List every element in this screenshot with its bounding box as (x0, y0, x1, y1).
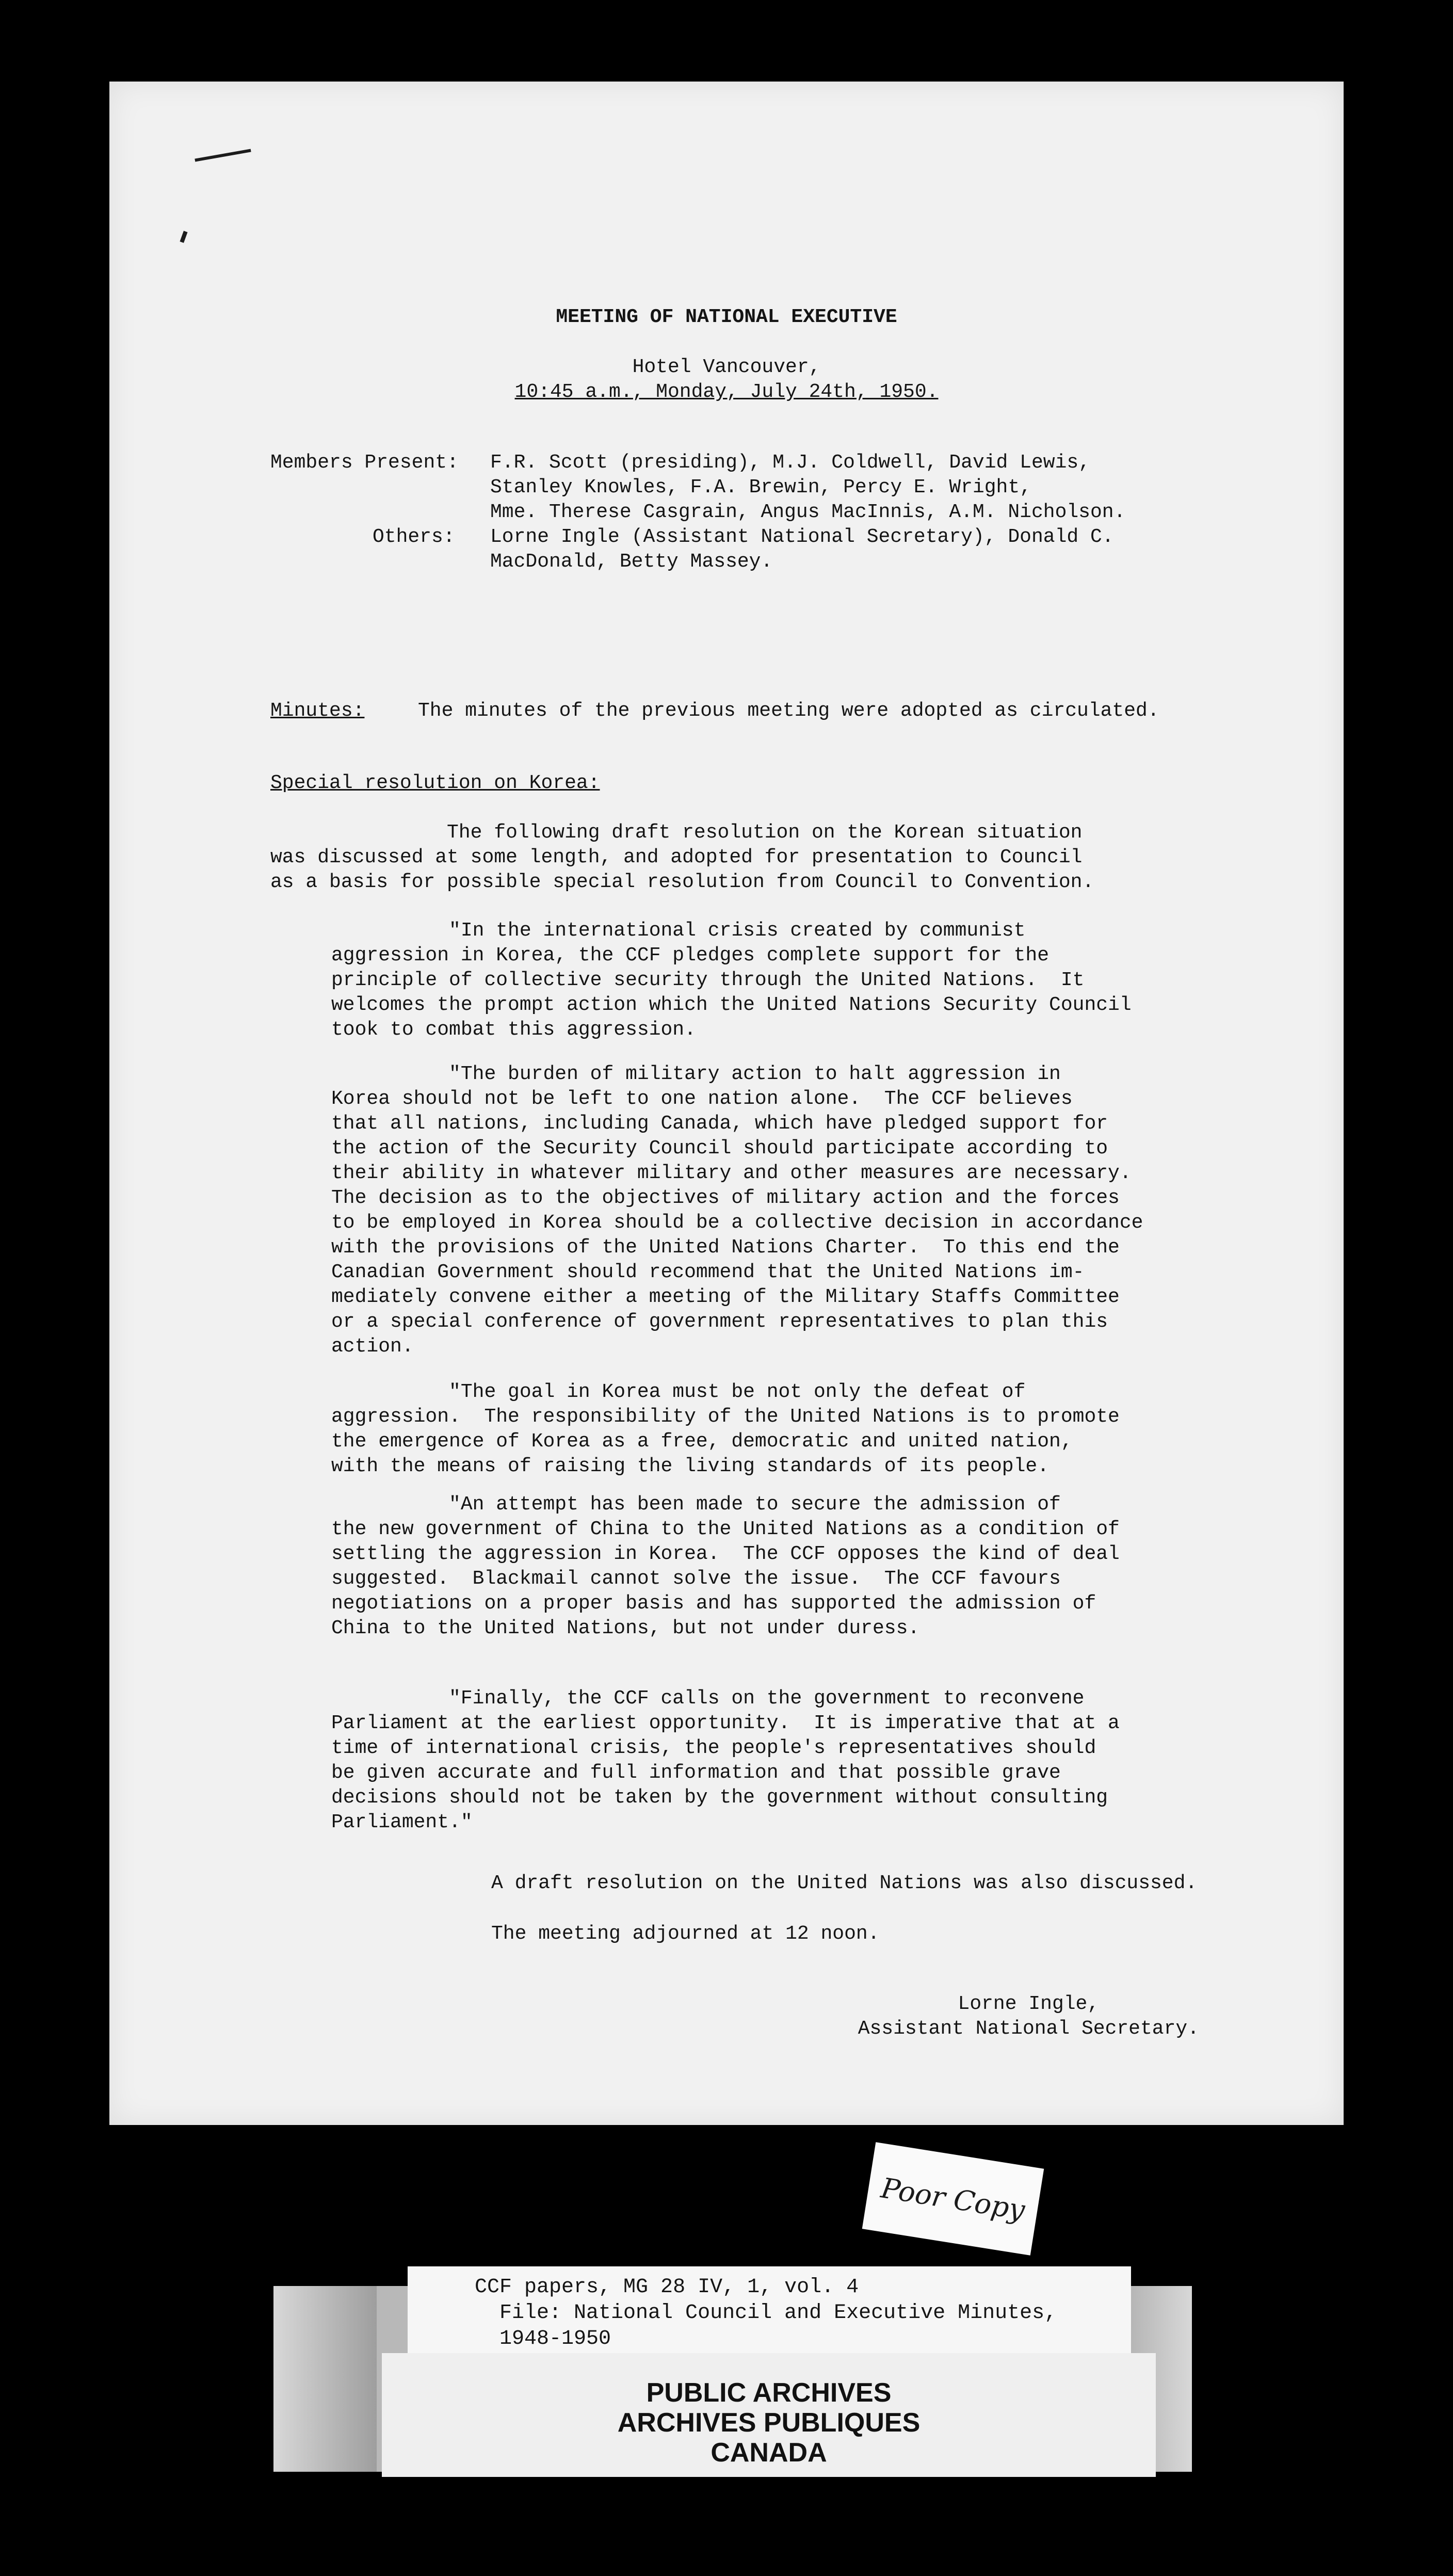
text-line: mediately convene either a meeting of the Military Staffs Committee (331, 1286, 1120, 1308)
archive-file-line: File: National Council and Executive Minutes, (499, 2301, 1057, 2325)
text-line: "An attempt has been made to secure the admission of (331, 1493, 1061, 1516)
text-line: settling the aggression in Korea. The CCF opposes the kind of deal (331, 1543, 1120, 1565)
text-line: "Finally, the CCF calls on the government to reconvene (331, 1687, 1085, 1710)
text-line: that all nations, including Canada, which have pledged support for (331, 1113, 1108, 1135)
signature-title: Assistant National Secretary. (858, 2018, 1199, 2040)
text-line: Korea should not be left to one nation alone. The CCF believes (331, 1088, 1073, 1110)
also-discussed-text: A draft resolution on the United Nations was also discussed. (491, 1872, 1198, 1894)
text-line: principle of collective security through the United Nations. It (331, 969, 1085, 991)
text-line: with the provisions of the United Nations Charter. To this end the (331, 1236, 1120, 1259)
meeting-title: MEETING OF NATIONAL EXECUTIVE (556, 306, 897, 328)
archives-stamp (382, 2353, 1156, 2477)
adjournment-text: The meeting adjourned at 12 noon. (491, 1923, 880, 1945)
meeting-datetime: 10:45 a.m., Monday, July 24th, 1950. (514, 381, 939, 403)
text-line: aggression in Korea, the CCF pledges complete support for the (331, 944, 1050, 967)
others-label: Others: (373, 526, 455, 548)
members-line: Stanley Knowles, F.A. Brewin, Percy E. Wright, (490, 476, 1031, 498)
archives-line-fr: ARCHIVES PUBLIQUES (617, 2408, 921, 2438)
text-line: The decision as to the objectives of military action and the forces (331, 1187, 1120, 1209)
text-line: time of international crisis, the people's representatives should (331, 1737, 1096, 1759)
text-line: aggression. The responsibility of the United Nations is to promote (331, 1406, 1120, 1428)
section-heading-korea: Special resolution on Korea: (270, 772, 600, 794)
minutes-text: The minutes of the previous meeting were adopted as circulated. (418, 700, 1159, 722)
minutes-label: Minutes: (270, 700, 365, 722)
attendance-list (490, 450, 1125, 574)
resolution-paragraph-5 (331, 1686, 1120, 1835)
text-line: or a special conference of government representatives to plan this (331, 1311, 1108, 1333)
text-line: with the means of raising the living standards of its people. (331, 1455, 1050, 1477)
text-line: welcomes the prompt action which the United Nations Security Council (331, 994, 1132, 1016)
document-page (109, 82, 1344, 2125)
text-line: decisions should not be taken by the government without consulting (331, 1786, 1108, 1809)
stray-mark (195, 149, 251, 162)
resolution-paragraph-1 (331, 919, 1132, 1042)
text-line: China to the United Nations, but not under duress. (331, 1617, 920, 1639)
members-line: F.R. Scott (presiding), M.J. Coldwell, David Lewis, (490, 452, 1090, 474)
resolution-paragraph-3 (331, 1380, 1120, 1479)
others-line: MacDonald, Betty Massey. (490, 551, 773, 573)
text-line: the emergence of Korea as a free, democratic and united nation, (331, 1430, 1073, 1453)
archives-line-country: CANADA (711, 2438, 827, 2468)
signature-name: Lorne Ingle, (958, 1993, 1100, 2015)
text-line: Canadian Government should recommend that the United Nations im- (331, 1261, 1085, 1283)
members-line: Mme. Therese Casgrain, Angus MacInnis, A.M. Nicholson. (490, 501, 1126, 523)
text-line: The following draft resolution on the Korean situation (270, 822, 1083, 844)
signature-block (858, 1992, 1199, 2041)
text-line: action. (331, 1335, 414, 1358)
text-line: "The burden of military action to halt aggression in (331, 1063, 1061, 1085)
others-line: Lorne Ingle (Assistant National Secretary), Donald C. (490, 526, 1114, 548)
poor-copy-tag: Poor Copy (862, 2142, 1044, 2256)
text-line: suggested. Blackmail cannot solve the issue. The CCF favours (331, 1568, 1061, 1590)
typed-minutes (109, 82, 1344, 2125)
text-line: the action of the Security Council should participate according to (331, 1137, 1108, 1160)
resolution-paragraph-2 (331, 1062, 1143, 1359)
archive-file-years: 1948-1950 (499, 2327, 611, 2350)
archives-line-en: PUBLIC ARCHIVES (646, 2378, 892, 2408)
text-line: be given accurate and full information and that possible grave (331, 1762, 1061, 1784)
meeting-location: Hotel Vancouver, (632, 356, 821, 378)
intro-paragraph (270, 820, 1094, 895)
archive-reference: CCF papers, MG 28 IV, 1, vol. 4 (475, 2276, 859, 2299)
text-line: Parliament at the earliest opportunity. It is imperative that at a (331, 1712, 1120, 1734)
text-line: to be employed in Korea should be a collective decision in accordance (331, 1212, 1143, 1234)
strip-left-end (273, 2286, 377, 2472)
text-line: negotiations on a proper basis and has supported the admission of (331, 1592, 1096, 1615)
text-line: "The goal in Korea must be not only the defeat of (331, 1381, 1026, 1403)
text-line: took to combat this aggression. (331, 1019, 696, 1041)
members-label: Members Present: (270, 452, 459, 474)
stray-mark (180, 231, 187, 243)
text-line: as a basis for possible special resolution from Council to Convention. (270, 871, 1094, 893)
text-line: their ability in whatever military and other measures are necessary. (331, 1162, 1132, 1184)
text-line: the new government of China to the United Nations as a condition of (331, 1518, 1120, 1540)
text-line: was discussed at some length, and adopted for presentation to Council (270, 846, 1083, 868)
text-line: Parliament." (331, 1811, 473, 1833)
resolution-paragraph-4 (331, 1492, 1120, 1641)
text-line: "In the international crisis created by communist (331, 920, 1026, 942)
